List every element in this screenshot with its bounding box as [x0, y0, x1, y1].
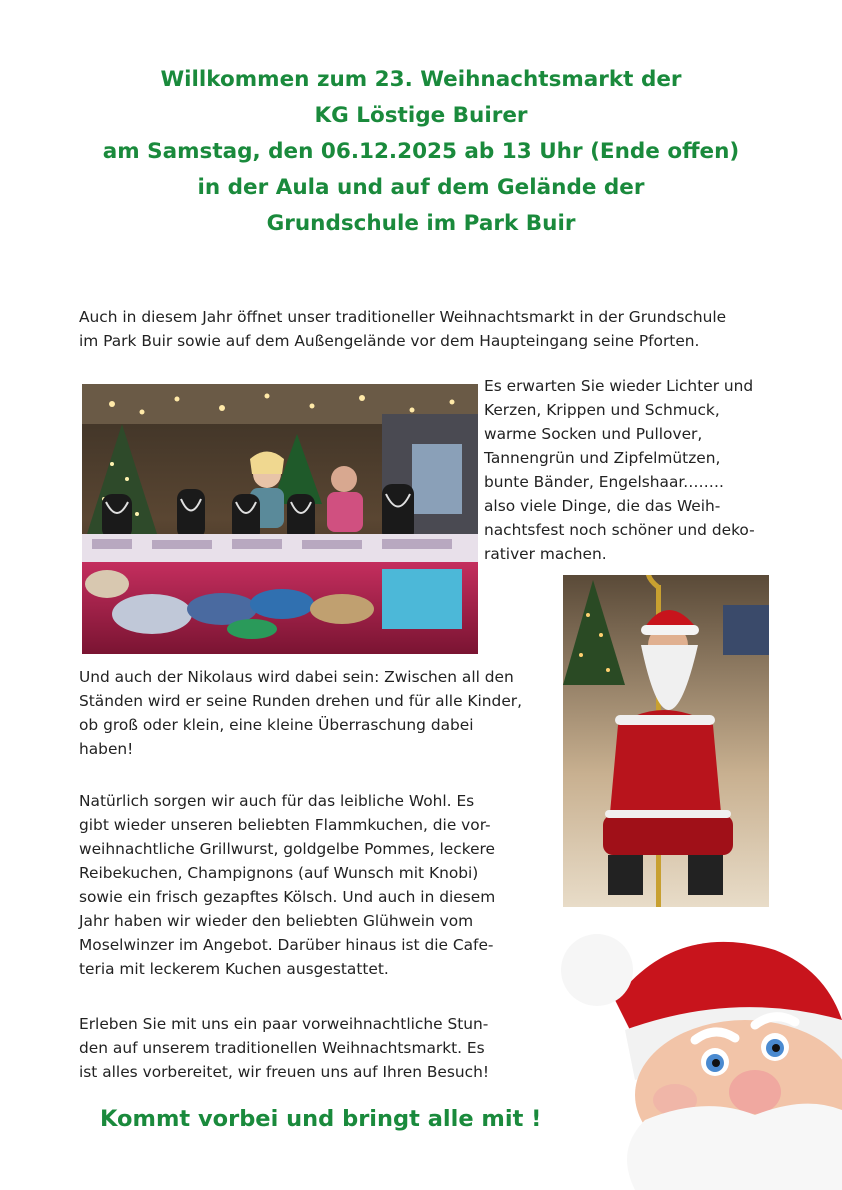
text-line: nachtsfest noch schöner und deko- [484, 521, 755, 539]
text-line: Reibekuchen, Champignons (auf Wunsch mit Knobi) [79, 864, 479, 882]
santa-illustration [555, 910, 842, 1190]
nikolaus-paragraph [79, 665, 522, 761]
text-line: also viele Dinge, die das Weih- [484, 497, 721, 515]
heading-line: KG Löstige Buirer [314, 103, 528, 128]
text-line: Kerzen, Krippen und Schmuck, [484, 401, 720, 419]
text-line: Es erwarten Sie wieder Lichter und [484, 377, 754, 395]
market-stand-photo [82, 384, 478, 654]
text-line: gibt wieder unseren beliebten Flammkuchen, die vor- [79, 816, 491, 834]
event-heading [40, 62, 802, 242]
heading-line: Grundschule im Park Buir [266, 211, 576, 236]
text-line: Tannengrün und Zipfelmützen, [484, 449, 721, 467]
text-line: haben! [79, 740, 134, 758]
heading-line: Willkommen zum 23. Weihnachtsmarkt der [160, 67, 682, 92]
closing-call: Kommt vorbei und bringt alle mit ! [100, 1106, 542, 1132]
text-line: Moselwinzer im Angebot. Darüber hinaus ist die Cafe- [79, 936, 494, 954]
text-line: im Park Buir sowie auf dem Außengelände vor dem Haupteingang seine Pforten. [79, 332, 700, 350]
text-line: den auf unserem traditionellen Weihnachtsmarkt. Es [79, 1039, 485, 1057]
text-line: Ständen wird er seine Runden drehen und für alle Kinder, [79, 692, 523, 710]
text-line: Auch in diesem Jahr öffnet unser traditioneller Weihnachtsmarkt in der Grundschule [79, 308, 727, 326]
text-line: Natürlich sorgen wir auch für das leibliche Wohl. Es [79, 792, 475, 810]
text-line: weihnachtliche Grillwurst, goldgelbe Pommes, leckere [79, 840, 496, 858]
nikolaus-photo [563, 575, 769, 907]
heading-line: am Samstag, den 06.12.2025 ab 13 Uhr (Ende offen) [102, 139, 740, 164]
text-line: ist alles vorbereitet, wir freuen uns auf Ihren Besuch! [79, 1063, 490, 1081]
heading-line: in der Aula und auf dem Gelände der [197, 175, 645, 200]
text-line: Erleben Sie mit uns ein paar vorweihnachtliche Stun- [79, 1015, 489, 1033]
offer-paragraph [484, 374, 755, 566]
text-line: warme Socken und Pullover, [484, 425, 703, 443]
text-line: rativer machen. [484, 545, 607, 563]
invite-paragraph [79, 1012, 489, 1084]
text-line: bunte Bänder, Engelshaar.……. [484, 473, 724, 491]
text-line: Jahr haben wir wieder den beliebten Glühwein vom [79, 912, 474, 930]
food-paragraph [79, 789, 495, 981]
text-line: ob groß oder klein, eine kleine Überraschung dabei [79, 716, 474, 734]
intro-paragraph [79, 305, 726, 353]
text-line: sowie ein frisch gezapftes Kölsch. Und auch in diesem [79, 888, 496, 906]
text-line: Und auch der Nikolaus wird dabei sein: Zwischen all den [79, 668, 514, 686]
text-line: teria mit leckerem Kuchen ausgestattet. [79, 960, 389, 978]
